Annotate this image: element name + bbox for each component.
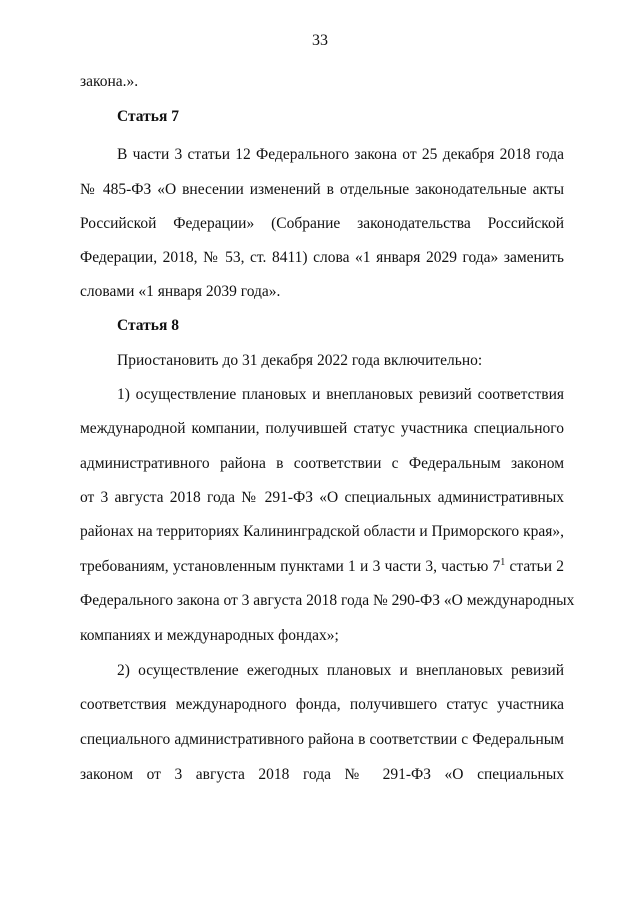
text-line: № 485-ФЗ «О внесении изменений в отдельные законодательные акты [80, 181, 564, 198]
text-line: компаниях и международных фондах»; [80, 627, 339, 644]
text-line: 2) осуществление ежегодных плановых и внеплановых ревизий [117, 662, 564, 679]
text-line: районах на территориях Калининградской области и Приморского края», [80, 523, 564, 540]
text-line [80, 557, 564, 577]
text-line: закона.». [80, 73, 139, 90]
text-fragment: требованиям, установленным пунктами 1 и 3 части 3, частью 7 [80, 558, 501, 575]
text-line: Федерального закона от 3 августа 2018 года № 290-ФЗ «О международных [80, 592, 575, 609]
page-number: 33 [312, 32, 328, 49]
superscript: 1 [500, 556, 506, 568]
text-line: специального административного района в соответствии с Федеральным [80, 731, 564, 748]
text-line: административного района в соответствии с Федеральным законом [80, 455, 564, 472]
text-line: законом от 3 августа 2018 года № 291-ФЗ «О специальных [80, 766, 564, 783]
text-line: международной компании, получившей статус участника специального [80, 420, 564, 437]
text-line: соответствия международного фонда, получившего статус участника [80, 696, 564, 713]
article-heading-8: Статья 8 [117, 317, 179, 334]
text-line: Приостановить до 31 декабря 2022 года включительно: [117, 352, 483, 369]
text-line: от 3 августа 2018 года № 291-ФЗ «О специальных административных [80, 489, 564, 506]
text-line: В части 3 статьи 12 Федерального закона от 25 декабря 2018 года [117, 146, 564, 163]
text-line: Федерации, 2018, № 53, ст. 8411) слова «1 января 2029 года» заменить [80, 249, 564, 266]
article-heading-7: Статья 7 [117, 108, 179, 125]
text-line: Российской Федерации» (Собрание законодательства Российской [80, 215, 564, 232]
text-fragment: статьи 2 [505, 558, 564, 575]
text-line: 1) осуществление плановых и внеплановых ревизий соответствия [117, 386, 564, 403]
text-line: словами «1 января 2039 года». [80, 283, 281, 300]
